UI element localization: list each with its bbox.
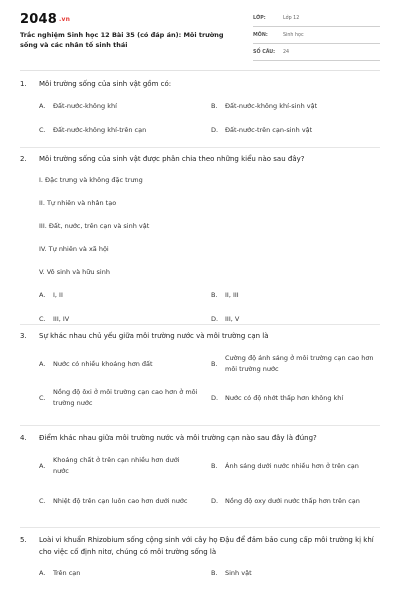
option-text: Ánh sáng dưới nước nhiều hơn ở trên cạn xyxy=(225,461,359,470)
option-c[interactable] xyxy=(39,386,204,410)
option-text: Đất-nước-không khí-sinh vật xyxy=(225,101,318,110)
meta-value: 24 xyxy=(283,49,290,55)
meta-row-subject xyxy=(253,27,380,44)
option-letter: D. xyxy=(211,497,219,505)
header-divider xyxy=(20,70,380,71)
options-grid xyxy=(20,97,380,147)
option-d[interactable] xyxy=(211,123,380,137)
meta-value: Sinh học xyxy=(283,32,304,38)
question-number: 3. xyxy=(20,332,27,340)
option-text: Trên cạn xyxy=(53,568,81,577)
option-text: Khoáng chất ở trên cạn nhiều hơn dưới nước xyxy=(53,456,180,475)
option-text: Đất-nước-không khí xyxy=(53,101,117,110)
option-letter: B. xyxy=(211,291,218,299)
question-5 xyxy=(20,534,380,588)
question-divider xyxy=(20,147,380,148)
meta-label: SỐ CÂU: xyxy=(253,49,276,55)
site-logo[interactable] xyxy=(20,12,70,27)
option-text: Đất-nước-trên cạn-sinh vật xyxy=(225,125,313,134)
option-text: I, II xyxy=(53,290,63,299)
option-a[interactable] xyxy=(39,352,204,376)
meta-row-class xyxy=(253,10,380,27)
option-letter: D. xyxy=(211,394,219,402)
meta-row-count xyxy=(253,44,380,61)
option-b[interactable] xyxy=(211,99,380,113)
question-text xyxy=(20,152,380,166)
option-letter: C. xyxy=(39,497,46,505)
question-divider xyxy=(20,425,380,426)
option-letter: D. xyxy=(211,315,219,323)
option-d[interactable] xyxy=(211,386,380,410)
logo-text: 2048 xyxy=(20,12,57,27)
option-a[interactable] xyxy=(39,566,204,580)
meta-label: MÔN: xyxy=(253,32,268,38)
question-text xyxy=(20,77,380,91)
option-b[interactable] xyxy=(211,288,380,302)
option-b[interactable] xyxy=(211,566,380,580)
option-letter: A. xyxy=(39,360,46,368)
option-letter: C. xyxy=(39,394,46,402)
option-text: Nồng độ oxy dưới nước thấp hơn trên cạn xyxy=(225,496,360,505)
options-grid xyxy=(20,451,380,521)
meta-value: Lớp 12 xyxy=(283,15,300,21)
question-number: 2. xyxy=(20,155,27,163)
option-text: Cường độ ánh sáng ở môi trường cạn cao hơn môi trường nước xyxy=(225,354,374,373)
option-letter: B. xyxy=(211,462,218,470)
option-text: II, III xyxy=(225,290,239,299)
question-number: 1. xyxy=(20,80,27,88)
question-text xyxy=(20,534,380,558)
option-letter: C. xyxy=(39,126,46,134)
question-stem: Điểm khác nhau giữa môi trường nước và môi trường cạn nào sau đây là đúng? xyxy=(39,434,317,442)
option-text: Nước có độ nhớt thấp hơn không khí xyxy=(225,393,344,402)
question-1 xyxy=(20,77,380,147)
statement-list xyxy=(20,172,380,280)
option-letter: B. xyxy=(211,102,218,110)
meta-box xyxy=(253,10,380,61)
option-d[interactable] xyxy=(211,489,380,513)
options-grid xyxy=(20,349,380,419)
question-divider xyxy=(20,324,380,325)
option-letter: B. xyxy=(211,360,218,368)
question-divider xyxy=(20,527,380,528)
option-letter: A. xyxy=(39,291,46,299)
option-text: Nồng độ ôxi ở môi trường cạn cao hơn ở môi trường nước xyxy=(53,388,198,407)
question-4 xyxy=(20,431,380,521)
option-b[interactable] xyxy=(211,454,380,478)
option-b[interactable] xyxy=(211,352,380,376)
question-stem: Môi trường sống của sinh vật được phân chia theo những kiểu nào sau đây? xyxy=(39,155,305,163)
option-letter: A. xyxy=(39,462,46,470)
question-text xyxy=(20,431,380,445)
option-text: III, IV xyxy=(53,314,70,323)
question-text xyxy=(20,329,380,343)
option-text: Nhiệt độ trên cạn luôn cao hơn dưới nước xyxy=(53,496,188,505)
option-c[interactable] xyxy=(39,123,204,137)
question-stem: Môi trường sống của sinh vật gồm có: xyxy=(39,80,172,88)
document-title: Trắc nghiệm Sinh học 12 Bài 35 (có đáp án): Môi trường sống và các nhân tố sinh thái xyxy=(20,31,224,49)
option-a[interactable] xyxy=(39,99,204,113)
option-letter: D. xyxy=(211,126,219,134)
question-number: 5. xyxy=(20,536,27,544)
statement-item: V. Vô sinh và hữu sinh xyxy=(39,268,110,276)
meta-label: LỚP: xyxy=(253,15,266,21)
option-a[interactable] xyxy=(39,288,204,302)
option-letter: C. xyxy=(39,315,46,323)
statement-item: IV. Tự nhiên và xã hội xyxy=(39,245,109,253)
statement-item: I. Đặc trưng và không đặc trưng xyxy=(39,176,143,184)
question-stem: Sự khác nhau chủ yếu giữa môi trường nước và môi trường cạn là xyxy=(39,332,269,340)
option-letter: A. xyxy=(39,102,46,110)
statement-item: II. Tự nhiên và nhân tạo xyxy=(39,199,117,207)
option-letter: A. xyxy=(39,569,46,577)
statement-item: III. Đất, nước, trên cạn và sinh vật xyxy=(39,222,150,230)
question-3 xyxy=(20,329,380,419)
option-text: Nước có nhiều khoáng hơn đất xyxy=(53,359,153,368)
options-grid xyxy=(20,564,380,588)
option-text: Sinh vật xyxy=(225,568,252,577)
option-text: Đất-nước-không khí-trên cạn xyxy=(53,125,147,134)
option-letter: B. xyxy=(211,569,218,577)
question-2 xyxy=(20,152,380,330)
logo-suffix: .vn xyxy=(58,16,71,23)
document-header xyxy=(0,0,400,72)
option-text: III, V xyxy=(225,314,240,323)
option-a[interactable] xyxy=(39,454,204,478)
option-c[interactable] xyxy=(39,489,204,513)
question-stem: Loài vi khuẩn Rhizobium sống cộng sinh với cây họ Đậu để đảm bảo cung cấp môi trường kị khí cho việc cố định nitơ, chúng có môi trường sống là xyxy=(39,536,374,556)
question-number: 4. xyxy=(20,434,27,442)
